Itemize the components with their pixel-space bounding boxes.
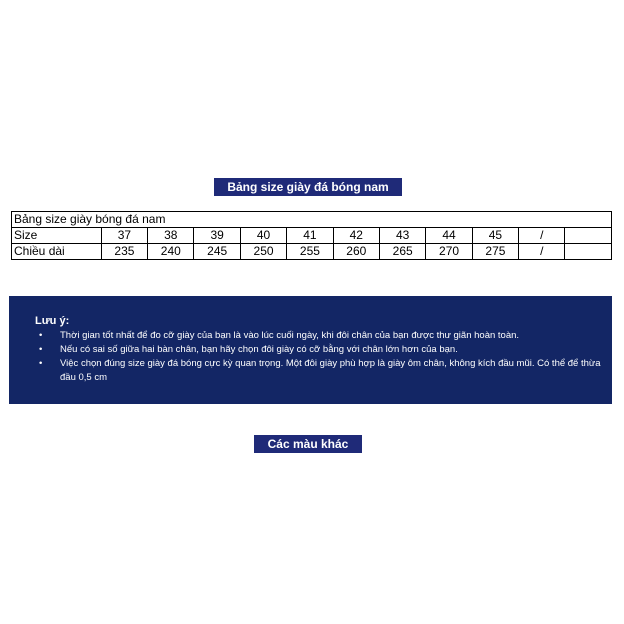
table-cell: 275 [472,244,518,260]
table-cell: / [519,228,565,244]
bullet-icon: • [39,358,43,369]
notes-panel [9,296,612,404]
table-cell [565,228,612,244]
notes-heading: Lưu ý: [35,315,70,327]
size-chart-title: Bảng size giày đá bóng nam [214,178,402,196]
other-colors-heading: Các màu khác [254,435,362,453]
table-cell: 270 [426,244,472,260]
list-item [35,329,602,343]
row-label: Chiều dài [12,244,102,260]
table-cell: 42 [333,228,379,244]
table-row-length [12,244,612,260]
table-cell: 265 [379,244,425,260]
table-cell: 41 [287,228,333,244]
table-cell: 255 [287,244,333,260]
table-cell: 245 [194,244,240,260]
table-cell: 240 [148,244,194,260]
table-caption: Bảng size giày bóng đá nam [12,212,612,228]
size-chart-table [11,211,612,260]
table-cell: 260 [333,244,379,260]
table-cell: 40 [240,228,286,244]
table-cell [565,244,612,260]
notes-list [35,329,602,385]
list-item [35,357,602,385]
list-item [35,343,602,357]
table-cell: 235 [101,244,147,260]
table-cell: 250 [240,244,286,260]
note-text: Việc chọn đúng size giày đá bóng cực kỳ quan trọng. Một đôi giày phù hợp là giày ôm chân, không kích đầu mũi. Có thể để thừa đầu 0,5 cm [60,358,601,383]
table-cell: 39 [194,228,240,244]
table-cell: 38 [148,228,194,244]
row-label: Size [12,228,102,244]
note-text: Nếu có sai số giữa hai bàn chân, bạn hãy chọn đôi giày có cỡ bằng với chân lớn hơn của bạn. [60,344,458,355]
table-cell: / [519,244,565,260]
note-text: Thời gian tốt nhất để đo cỡ giày của bạn là vào lúc cuối ngày, khi đôi chân của bạn được thư giãn hoàn toàn. [60,330,520,341]
table-cell: 43 [379,228,425,244]
table-cell: 44 [426,228,472,244]
table-cell: 37 [101,228,147,244]
table-cell: 45 [472,228,518,244]
bullet-icon: • [39,330,43,341]
table-row-size [12,228,612,244]
table-caption-row [12,212,612,228]
bullet-icon: • [39,344,43,355]
